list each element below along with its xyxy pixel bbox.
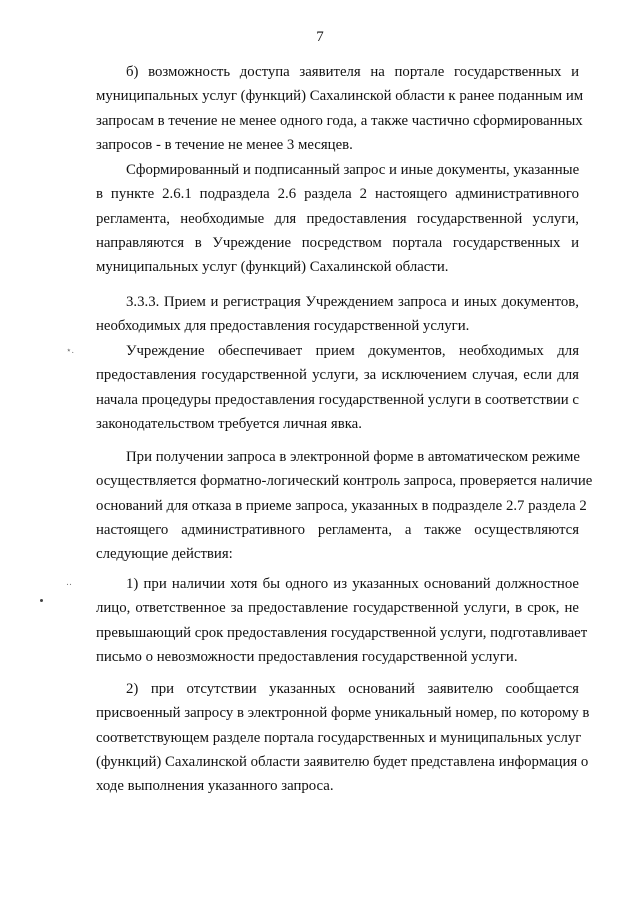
text-line: При получении запроса в электронной форме в автоматическом режиме (126, 449, 580, 465)
text-line: оснований для отказа в приеме запроса, указанных в подразделе 2.7 раздела 2 (96, 497, 587, 514)
text-line: необходимых для предоставления государственной услуги. (96, 318, 470, 335)
para-formed-request (96, 158, 579, 279)
scan-speck (40, 599, 43, 602)
para-item-1 (96, 572, 588, 669)
text-line: регламента, необходимые для предоставления государственной услуги, (96, 210, 579, 227)
para-access-portal (96, 60, 584, 157)
text-line: предоставления государственной услуги, за исключением случая, если для (96, 367, 579, 384)
text-line: ходе выполнения указанного запроса. (96, 778, 334, 795)
text-line: присвоенный запросу в электронной форме уникальный номер, по которому в (96, 705, 590, 722)
para-item-2 (96, 677, 590, 798)
text-line: 2) при отсутствии указанных оснований заявителю сообщается (126, 681, 579, 697)
text-line: в пункте 2.6.1 подраздела 2.6 раздела 2 настоящего административного (96, 186, 579, 203)
text-line: Учреждение обеспечивает прием документов, необходимых для (126, 343, 579, 359)
para-electronic-request (96, 445, 593, 566)
text-line: запросам в течение не менее одного года, а также частично сформированных (96, 112, 583, 129)
text-line: 3.3.3. Прием и регистрация Учреждением запроса и иных документов, (126, 294, 579, 310)
text-line: б) возможность доступа заявителя на портале государственных и (126, 64, 579, 80)
text-line: направляются в Учреждение посредством портала государственных и (96, 234, 579, 251)
page-number: 7 (316, 29, 324, 45)
text-line: следующие действия: (96, 546, 233, 563)
text-line: соответствующем разделе портала государственных и муниципальных услуг (96, 729, 582, 746)
text-line: (функций) Сахалинской области заявителю будет представлена информация о (96, 753, 589, 770)
text-line: 1) при наличии хотя бы одного из указанных оснований должностное (126, 576, 579, 592)
text-line: начала процедуры предоставления государственной услуги в соответствии с (96, 391, 579, 408)
para-section-3-3-3 (96, 290, 579, 339)
text-line: превышающий срок предоставления государственной услуги, подготавливает (96, 624, 588, 641)
text-line: лицо, ответственное за предоставление государственной услуги, в срок, не (96, 600, 579, 617)
text-line: муниципальных услуг (функций) Сахалинской области к ранее поданным им (96, 88, 584, 105)
text-line: письмо о невозможности предоставления государственной услуги. (96, 648, 518, 665)
text-line: законодательством требуется личная явка. (96, 415, 362, 432)
para-institution-provides (96, 339, 579, 436)
text-line: муниципальных услуг (функций) Сахалинской области. (96, 259, 449, 276)
scan-artifact: ⋆. (66, 345, 74, 355)
text-line: Сформированный и подписанный запрос и иные документы, указанные (126, 162, 580, 178)
text-line: запросов - в течение не менее 3 месяцев. (96, 136, 353, 153)
text-line: настоящего административного регламента, а также осуществляются (96, 521, 579, 538)
text-line: осуществляется форматно-логический контроль запроса, проверяется наличие (96, 473, 593, 490)
scan-artifact: ‥ (66, 577, 73, 587)
